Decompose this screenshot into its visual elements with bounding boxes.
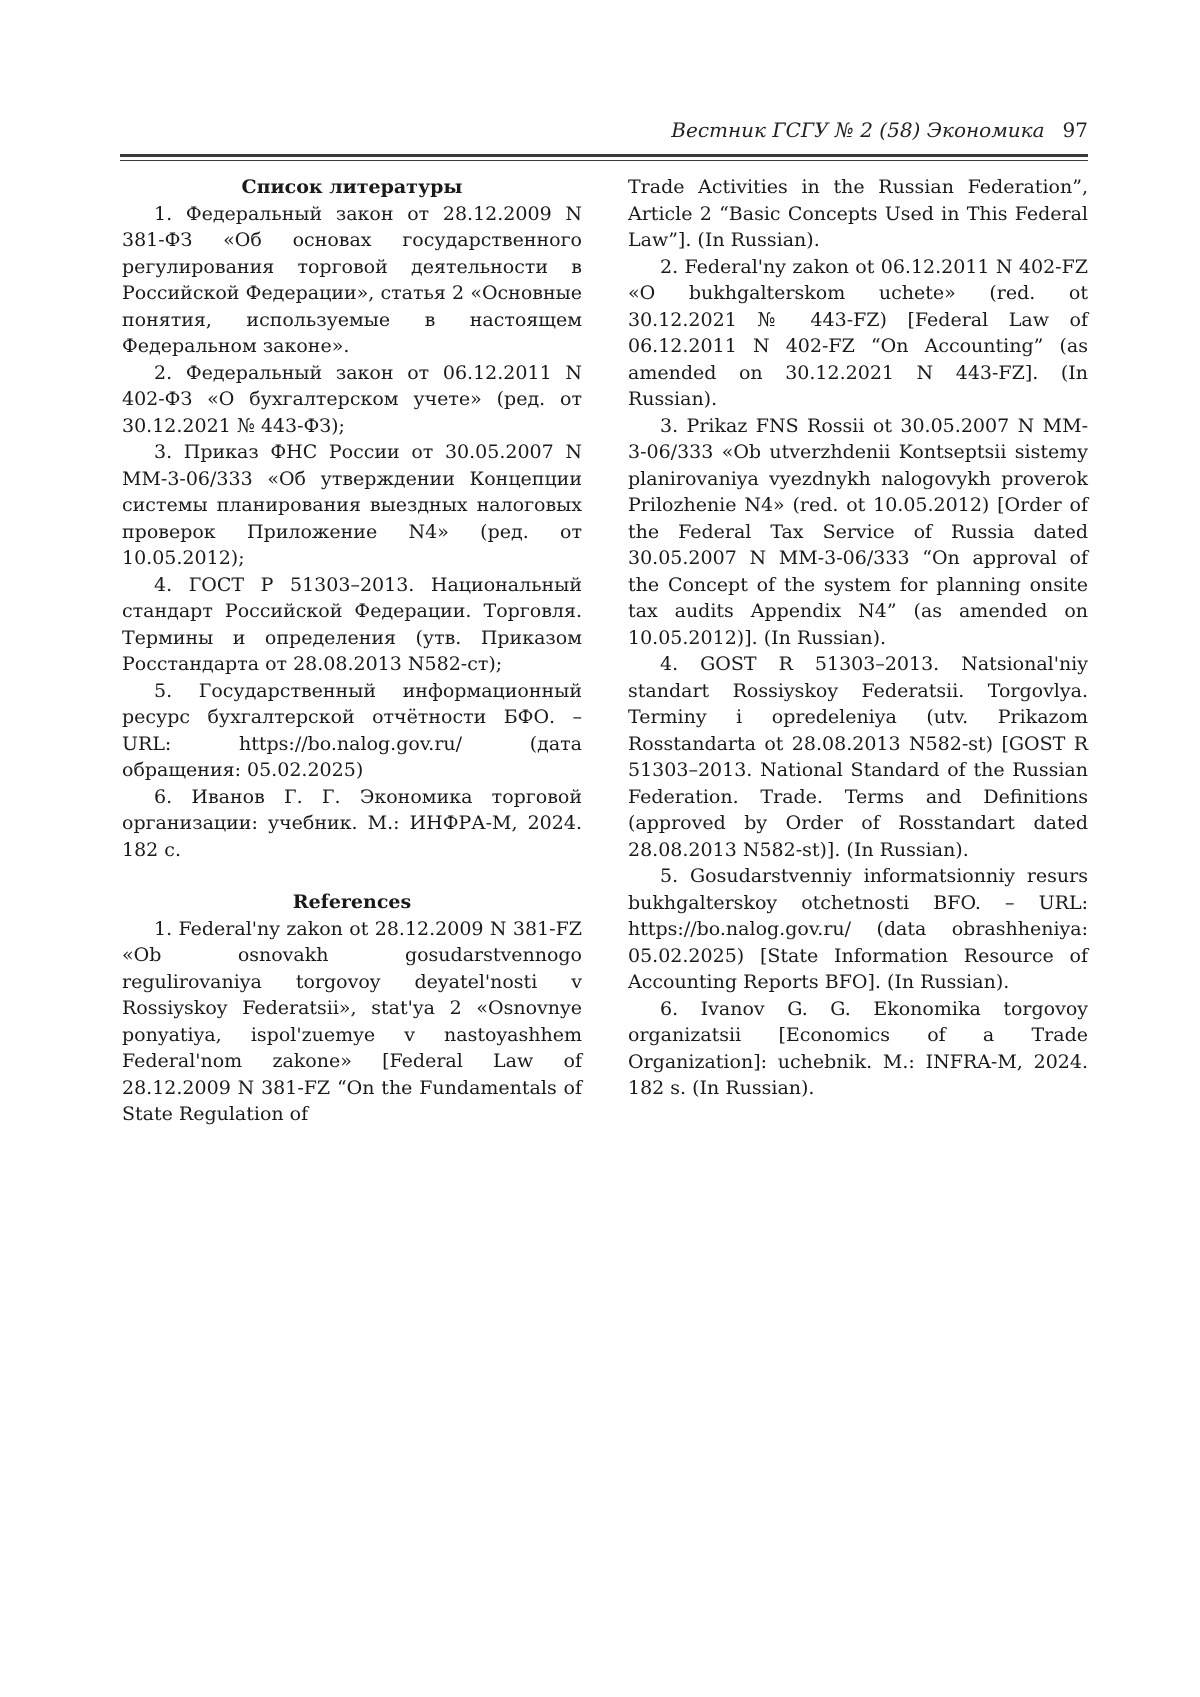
literature-item: 2. Федеральный закон от 06.12.2011 N 402-ФЗ «О бухгалтерском учете» (ред. от 30.12.2021 № 443-ФЗ); [122, 361, 582, 437]
literature-heading: Список литературы [241, 176, 463, 198]
reference-item: 4. GOST R 51303–2013. Natsional'niy standart Rossiyskoy Federatsii. Torgovlya. Terminy i opredeleniya (utv. Prikazom Rosstandarta ot 28.08.2013 N582-st) [GOST R 51303–2013. National Standard of the Russian Federation. Trade. Terms and Definitions (approved by Order of Rosstandart dated 28.08.2013 N582-st)]. (In Russian). [628, 653, 1088, 861]
literature-item: 3. Приказ ФНС России от 30.05.2007 N ММ-3-06/333 «Об утверждении Концепции системы планирования выездных налоговых проверок Приложение N4» (ред. от 10.05.2012); [122, 441, 582, 569]
reference-item: 5. Gosudarstvenniy informatsionniy resurs bukhgalterskoy otchetnosti BFO. – URL: https://bo.nalog.gov.ru/ (data obrashheniya: 05.02.2025) [State Information Resource of Accounting Reports BFO]. (In Russian). [628, 865, 1088, 993]
reference-item: 2. Federal'ny zakon ot 06.12.2011 N 402-FZ «O bukhgalterskom uchete» (red. ot 30.12.2021 № 443-FZ) [Federal Law of 06.12.2011 N 402-FZ “On Accounting” (as amended on 30.12.2021 N 443-FZ]. (In Russian). [628, 255, 1088, 410]
running-header [120, 116, 1088, 144]
literature-item: 1. Федеральный закон от 28.12.2009 N 381-ФЗ «Об основах государственного регулирования торговой деятельности в Российской Федерации», статья 2 «Основные понятия, используемые в настоящем Федеральном законе». [122, 202, 582, 357]
reference-item: 1. Federal'ny zakon ot 28.12.2009 N 381-FZ «Ob osnovakh gosudarstvennogo regulirovaniya torgovoy deyatel'nosti v Rossiyskoy Federatsii», stat'ya 2 «Osnovnye ponyatiya, ispol'zuemye v nastoyashhem Federal'nom zakone» [Federal Law of 28.12.2009 N 381-FZ “On the Fundamentals of State Regulation of [122, 917, 582, 1125]
left-column [122, 174, 582, 1128]
header-rule-thin [120, 160, 1088, 161]
reference-item-continued: Trade Activities in the Russian Federation”, Article 2 “Basic Concepts Used in This Federal Law”]. (In Russian). [628, 176, 1088, 251]
page-number: 97 [1062, 118, 1088, 142]
journal-title: Вестник ГСГУ № 2 (58) Экономика [671, 118, 1045, 142]
right-column [628, 174, 1088, 1102]
literature-item: 6. Иванов Г. Г. Экономика торговой организации: учебник. М.: ИНФРА-М, 2024. 182 с. [122, 785, 582, 861]
reference-item: 6. Ivanov G. G. Ekonomika torgovoy organizatsii [Economics of a Trade Organization]: uchebnik. M.: INFRA-M, 2024. 182 s. (In Russian). [628, 997, 1088, 1099]
header-rule-thick [120, 154, 1088, 157]
references-heading: References [292, 891, 412, 913]
literature-item: 4. ГОСТ Р 51303–2013. Национальный стандарт Российской Федерации. Торговля. Термины и определения (утв. Приказом Росстандарта от 28.08.2013 N582-ст); [122, 573, 582, 675]
literature-item: 5. Государственный информационный ресурс бухгалтерской отчётности БФО. – URL: https://bo.nalog.gov.ru/ (дата обращения: 05.02.2025) [122, 679, 582, 781]
reference-item: 3. Prikaz FNS Rossii ot 30.05.2007 N MM-3-06/333 «Ob utverzhdenii Kontseptsii sistemy planirovaniya vyezdnykh nalogovykh proverok Prilozhenie N4» (red. ot 10.05.2012) [Order of the Federal Tax Service of Russia dated 30.05.2007 N MM-3-06/333 “On approval of the Concept of the system for planning onsite tax audits Appendix N4” (as amended on 10.05.2012)]. (In Russian). [628, 414, 1088, 649]
